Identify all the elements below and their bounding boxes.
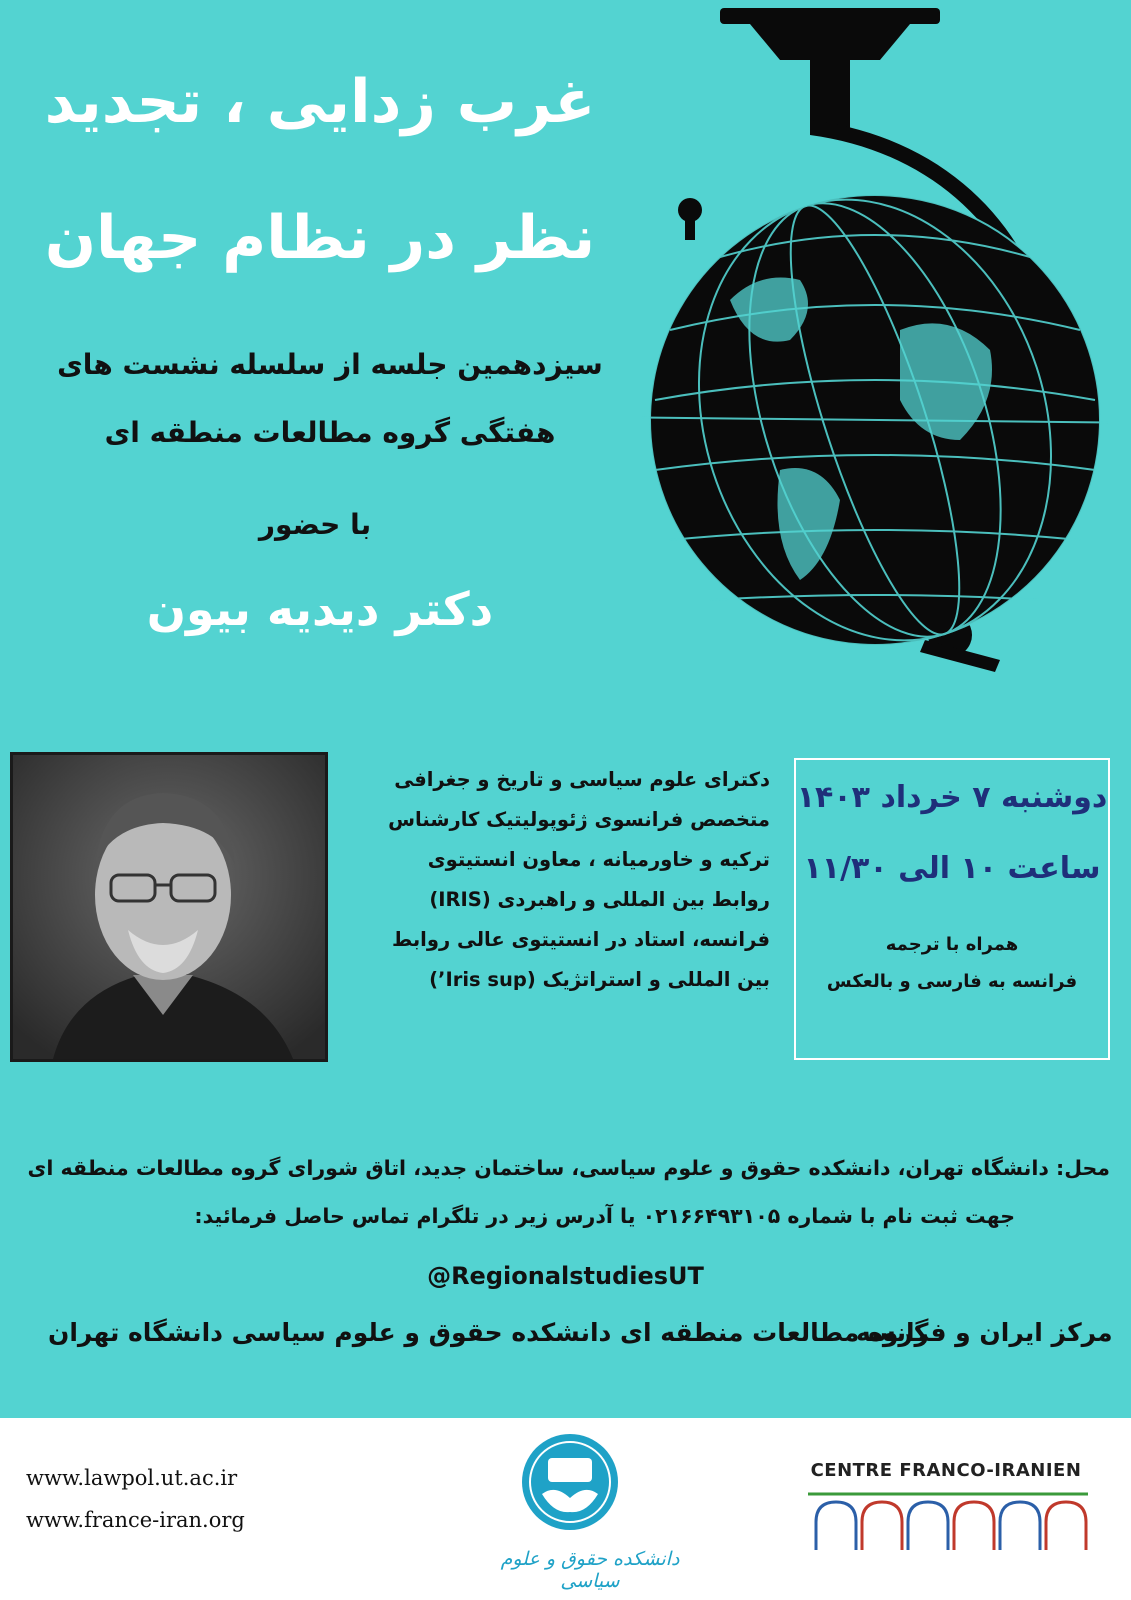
- event-time: ساعت ۱۰ الی ۱۱/۳۰: [803, 851, 1101, 886]
- organizer-regional-studies: گروه مطالعات منطقه ای دانشکده حقوق و علوم سیاسی دانشگاه تهران: [48, 1318, 929, 1347]
- speaker-bio: [350, 760, 770, 1000]
- globe-illustration: [640, 0, 1110, 680]
- poster-title-line-2: نظر در نظام جهان: [44, 203, 596, 273]
- bio-line: متخصص فرانسوی ژئوپولیتیک کارشناس: [388, 808, 770, 831]
- centre-franco-iranien-logo: [808, 1492, 1088, 1552]
- bio-line: بین المللی و استراتژیک (Iris sup’): [429, 968, 770, 991]
- bio-line: فرانسه، استاد در انستیتوی عالی روابط: [391, 928, 770, 951]
- translation-note-line-2: فرانسه به فارسی و بالعکس: [826, 971, 1078, 992]
- organizer-franco-iranian-center: مرکز ایران و فرانسه: [856, 1318, 1113, 1347]
- event-details-box: [794, 758, 1110, 1060]
- website-link-france-iran[interactable]: www.france-iran.org: [26, 1508, 245, 1532]
- centre-franco-iranien-name: CENTRE FRANCO-IRANIEN: [810, 1460, 1082, 1481]
- registration-info: جهت ثبت نام با شماره ۰۲۱۶۶۴۹۳۱۰۵ یا آدرس زیر در تلگرام تماس حاصل فرمائید:: [194, 1204, 1015, 1228]
- university-of-tehran-logo: [520, 1432, 620, 1532]
- bio-line: دکترای علوم سیاسی و تاریخ و جغرافی: [394, 768, 770, 791]
- bio-line: ترکیه و خاورمیانه ، معاون انستیتوی: [427, 848, 770, 871]
- speaker-name: دکتر دیدیه بیون: [146, 582, 494, 636]
- event-date: دوشنبه ۷ خرداد ۱۴۰۳: [796, 780, 1108, 815]
- translation-note-line-1: همراه با ترجمه: [885, 934, 1019, 955]
- subtitle-line-2: هفتگی گروه مطالعات منطقه ای: [104, 416, 556, 449]
- faculty-caption: دانشکده حقوق و علوم سیاسی: [500, 1548, 680, 1592]
- poster-title-line-1: غرب زدایی ، تجدید: [44, 67, 596, 137]
- venue-location: محل: دانشگاه تهران، دانشکده حقوق و علوم سیاسی، ساختمان جدید، اتاق شورای گروه مطالعات منطقه ای: [27, 1156, 1110, 1180]
- speaker-photo: [10, 752, 328, 1062]
- website-link-lawpol[interactable]: www.lawpol.ut.ac.ir: [26, 1466, 238, 1490]
- telegram-handle[interactable]: @RegionalstudiesUT: [427, 1262, 704, 1290]
- bio-line: روابط بین المللی و راهبردی (IRIS): [429, 888, 770, 911]
- presence-label: با حضور: [258, 508, 372, 541]
- subtitle-line-1: سیزدهمین جلسه از سلسله نشست های: [57, 348, 603, 381]
